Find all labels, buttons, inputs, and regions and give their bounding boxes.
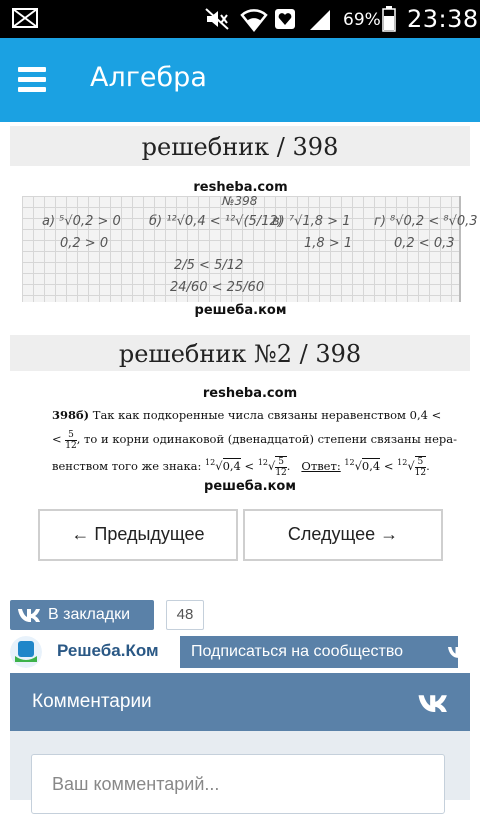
answer-fraction-den: 12 xyxy=(414,467,427,478)
clock: 23:38 xyxy=(407,5,479,33)
bookmark-label: В закладки xyxy=(48,606,131,623)
watermark-bottom: решеба.ком xyxy=(194,303,287,318)
vk-icon xyxy=(18,608,42,622)
text-line-3: венством того же знака: xyxy=(52,458,202,473)
root-fraction-num: 5 xyxy=(275,457,286,468)
root-fraction-den: 12 xyxy=(275,467,287,478)
comments-title: Комментарии xyxy=(32,691,152,712)
solution2-header: решебник №2 / 398 xyxy=(10,335,470,371)
page-title: Алгебра xyxy=(90,62,207,93)
part-v-result: 1,8 > 1 xyxy=(304,236,353,251)
subscribe-button[interactable] xyxy=(180,636,458,668)
watermark-bottom-2: решеба.ком xyxy=(204,478,296,494)
comment-input[interactable]: Ваш комментарий... xyxy=(31,754,445,814)
answer-root-index: 12 xyxy=(344,458,355,467)
watermark-top: resheba.com xyxy=(193,180,288,195)
root-fraction xyxy=(275,456,286,478)
answer-lt-sign: < xyxy=(383,458,394,473)
task-label: 398б) xyxy=(52,408,90,422)
part-g: г) ⁸√0,2 < ⁸√0,3 xyxy=(374,214,478,229)
part-b-step2: 24/60 < 25/60 xyxy=(170,280,265,295)
part-g-result: 0,2 < 0,3 xyxy=(394,236,455,251)
text-line-2: , то и корни одинаковой (двенадцатой) степени связаны нера- xyxy=(76,432,458,446)
answer-label: Ответ: xyxy=(301,458,341,473)
vk-icon xyxy=(448,646,458,658)
answer-root-fraction xyxy=(415,456,426,478)
group-name[interactable]: Решеба.Ком xyxy=(57,641,159,660)
solution-image-1 xyxy=(22,180,478,320)
subscribe-label: Подписаться на сообщество xyxy=(191,643,404,660)
text-line-1: Так как подкоренные числа связаны неравенством 0,4 < xyxy=(92,408,442,422)
vk-icon xyxy=(418,694,450,712)
group-logo[interactable] xyxy=(10,636,42,668)
answer-root-index-2: 12 xyxy=(397,458,408,467)
bookmark-button[interactable] xyxy=(10,600,154,630)
lt-sign: < xyxy=(244,458,255,473)
fraction-den: 12 xyxy=(65,440,77,451)
root-index: 12 xyxy=(205,458,216,467)
wifi-icon xyxy=(240,6,268,32)
answer-radicand: 0,4 xyxy=(361,458,381,473)
hamburger-icon[interactable] xyxy=(18,66,46,94)
radicand: 0,4 xyxy=(222,458,241,473)
solution-image-2 xyxy=(40,385,460,496)
part-v: в) ⁷√1,8 > 1 xyxy=(272,214,351,229)
prev-button[interactable]: ← Предыдущее xyxy=(38,509,238,561)
comments-widget xyxy=(10,673,470,800)
signal-icon xyxy=(308,8,332,30)
handwritten-solution xyxy=(22,194,478,302)
mute-icon xyxy=(204,8,230,30)
battery-icon xyxy=(382,6,396,32)
fraction-num: 5 xyxy=(65,430,76,441)
next-button[interactable]: Следущее → xyxy=(243,509,443,561)
task-number: №398 xyxy=(222,194,258,208)
solution-header: решебник / 398 xyxy=(10,126,470,166)
answer-fraction-num: 5 xyxy=(415,457,426,468)
part-b: б) ¹²√0,4 < ¹²√(5/12) xyxy=(149,214,283,229)
printed-solution: 398б) Так как подкоренные числа связаны неравенством 0,4 < < $\frac{5}{12}$ , то и корни одинаковой (двенадцатой) степени связаны нера- венством того же знака: $^{12}$√0,4 < $^{12}$√ $\frac{5}{12}$ . Ответ: $^{12}$√0,4 < $^{12}$√ $\frac{5}{12}$ . xyxy=(52,408,458,478)
text-lt: < xyxy=(52,432,62,446)
app-bar xyxy=(0,38,480,122)
bookmark-count: 48 xyxy=(166,600,204,630)
status-bar xyxy=(0,0,480,38)
heart-icon xyxy=(274,8,296,30)
part-b-step1: 2/5 < 5/12 xyxy=(174,258,244,273)
root-index-2: 12 xyxy=(257,458,268,467)
mail-icon xyxy=(12,8,38,28)
battery-percent: 69% xyxy=(343,10,381,30)
part-a-result: 0,2 > 0 xyxy=(60,236,109,251)
fraction xyxy=(65,430,76,451)
watermark-top-2: resheba.com xyxy=(202,386,298,401)
part-a: а) ⁵√0,2 > 0 xyxy=(42,214,121,229)
comments-header xyxy=(10,673,470,731)
